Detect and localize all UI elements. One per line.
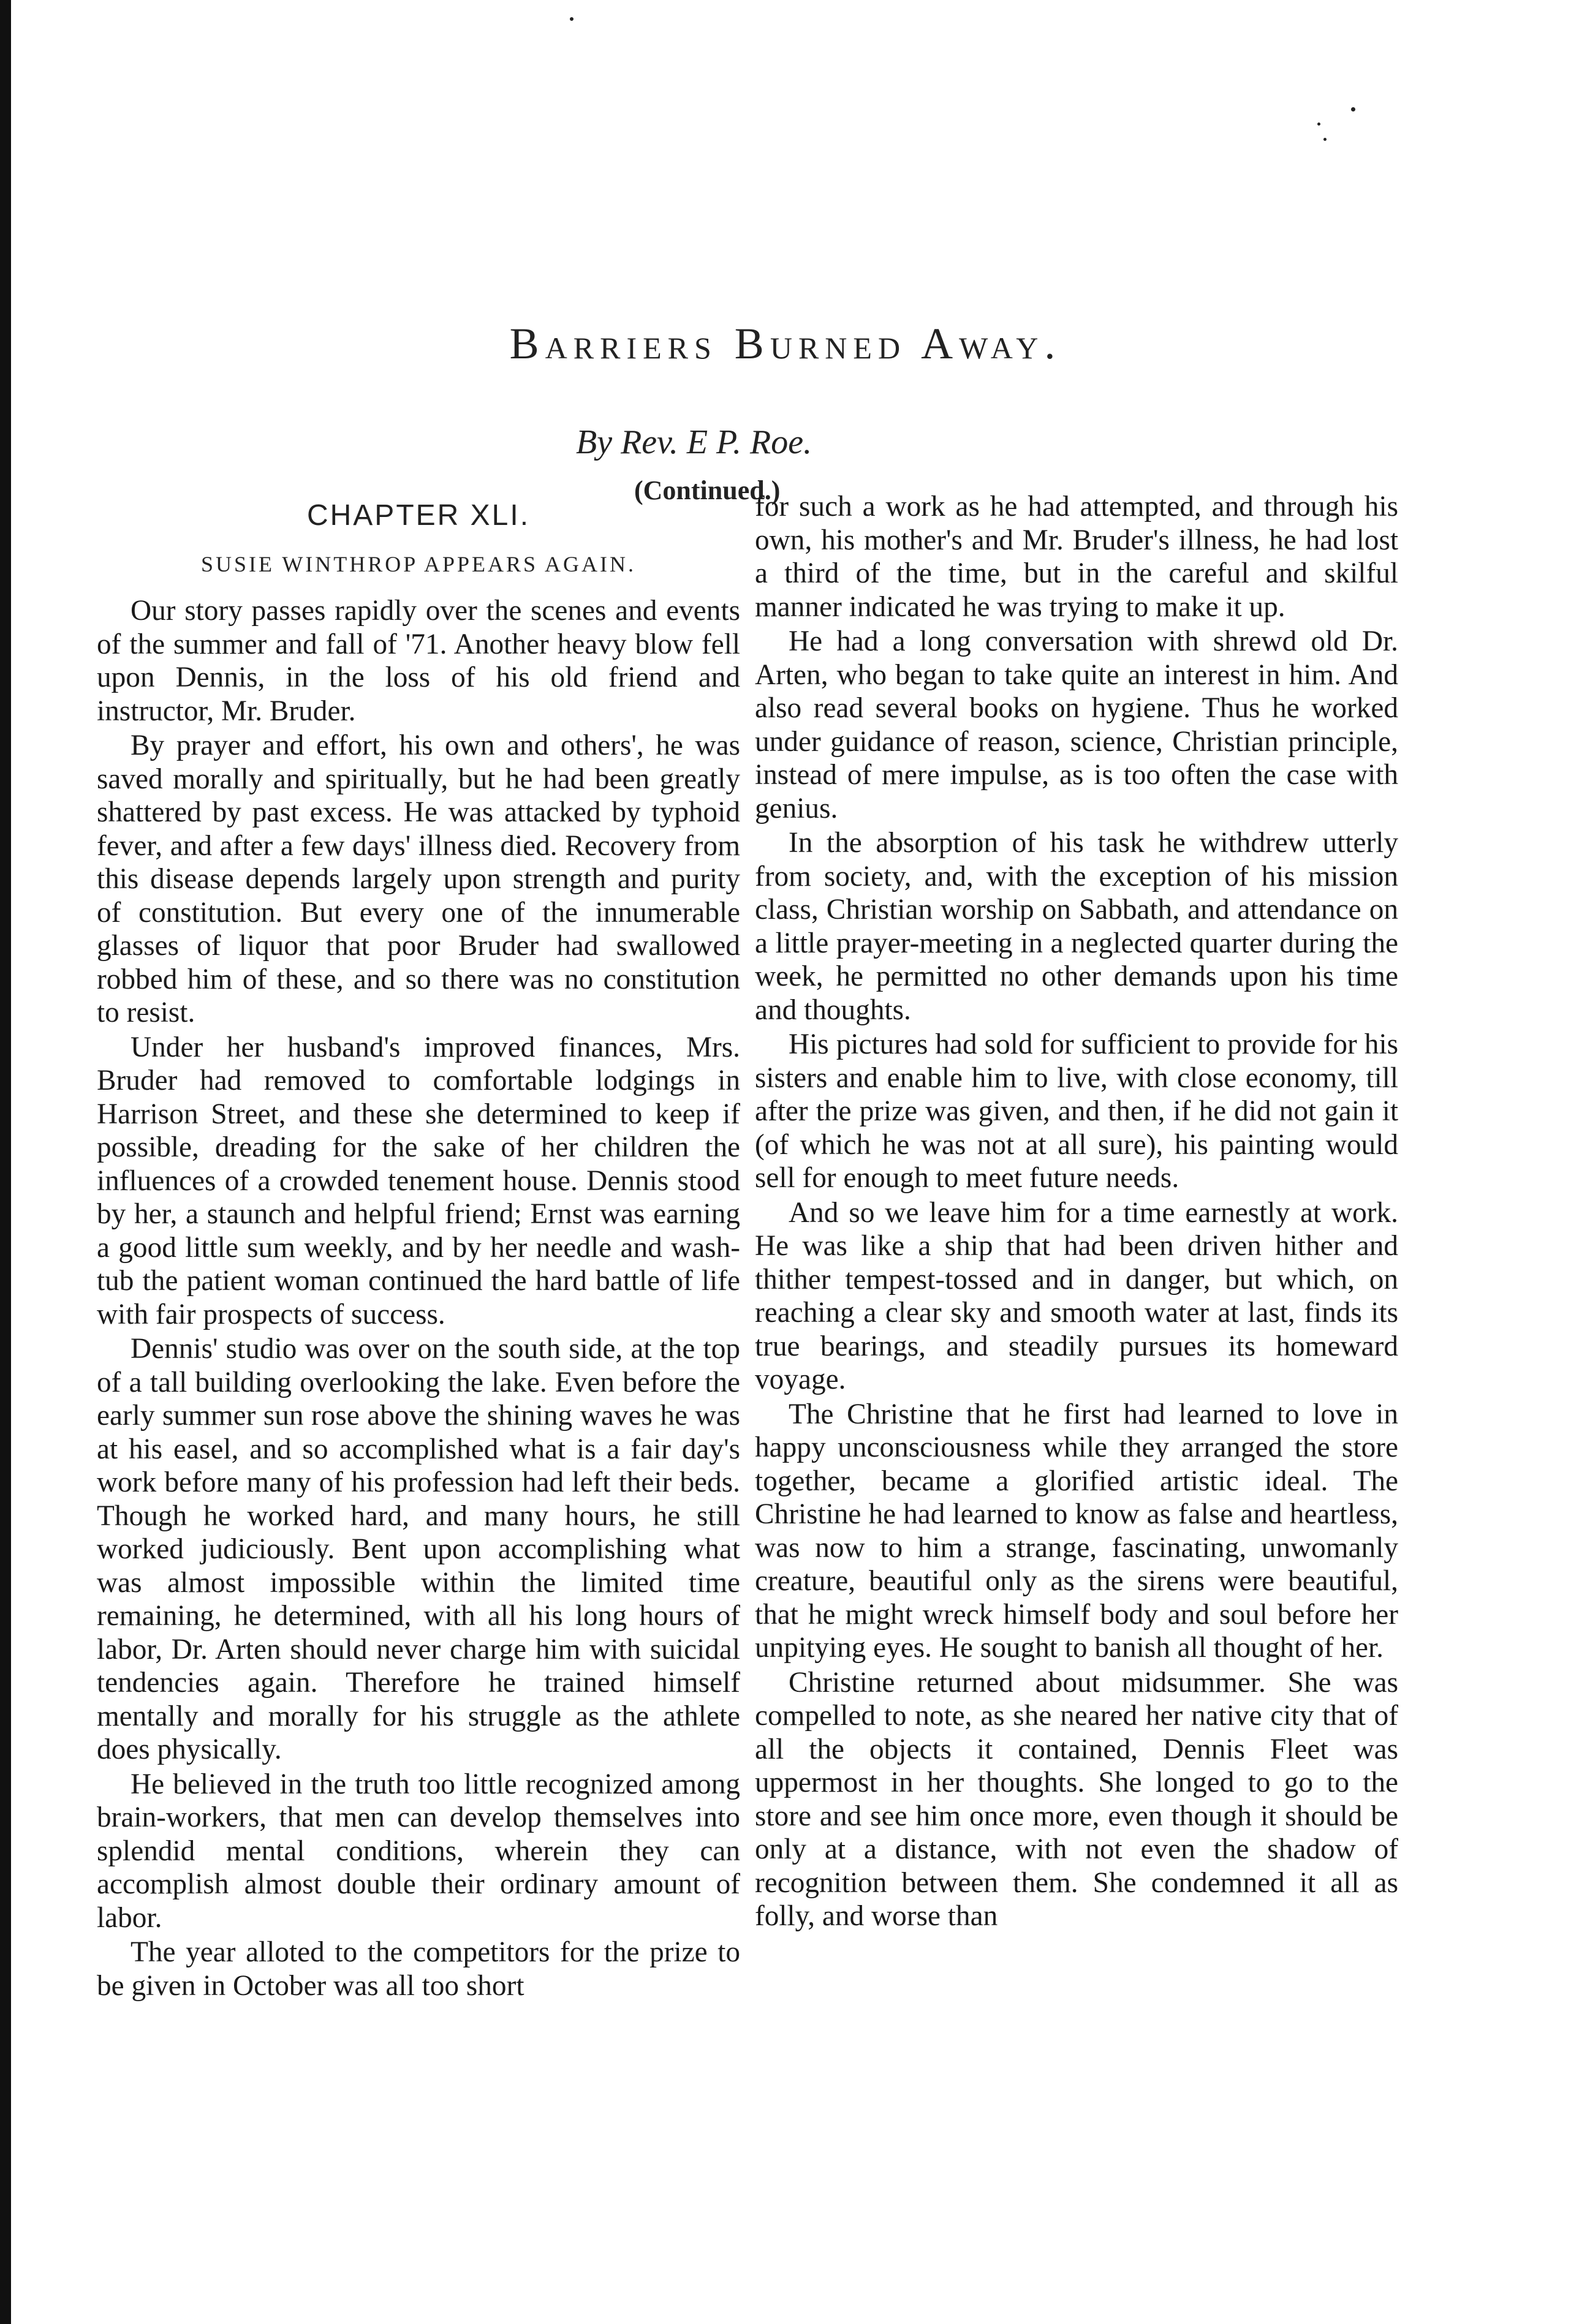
paragraph: The year alloted to the competitors for the prize to be given in October was all too short [97, 1936, 740, 2002]
right-column [755, 490, 1398, 1933]
paragraph: The Christine that he first had learned to love in happy unconsciousness while they arranged the store together, became a glorified artistic ideal. The Christine he had learned to know as false and heartless, was now to him a strange, fascinating, unwomanly creature, beautiful only as the sirens were beautiful, that he might wreck himself body and soul before her unpitying eyes. He sought to banish all thought of her. [755, 1398, 1398, 1664]
author-byline: By Rev. E P. Roe. [576, 423, 812, 461]
print-speck [570, 17, 574, 21]
paragraph: He believed in the truth too little recognized among brain-workers, that men can develop themselves into splendid mental conditions, wherein they can accomplish almost double their ordinary amount of labor. [97, 1768, 740, 1934]
print-speck [1351, 107, 1355, 111]
paragraph: Christine returned about midsummer. She was compelled to note, as she neared her native city that of all the objects it contained, Dennis Fleet was uppermost in her thoughts. She longed to go to the store and see him once more, even though it should be only at a distance, with not even the shadow of recognition between them. She condemned it all as folly, and worse than [755, 1666, 1398, 1932]
continued-note: (Continued.) [634, 475, 781, 505]
paragraph: By prayer and effort, his own and others', he was saved morally and spiritually, but he had been greatly shattered by past excess. He was attacked by typhoid fever, and after a few days' illness died. Recovery from this disease depends largely upon strength and purity of constitution. But every one of the innumerable glasses of liquor that poor Bruder had swallowed robbed him of these, and so there was no constitution to resist. [97, 730, 740, 1028]
chapter-title: CHAPTER XLI. [306, 499, 531, 532]
paragraph: Dennis' studio was over on the south side, at the top of a tall building overlooking the lake. Even before the early summer sun rose above the shining waves he was at his easel, and so accomplished what is a fair day's work before many of his profession had left their beds. Though he worked hard, and many hours, he still worked judiciously. Bent upon accomplishing what was almost impossible within the limited time remaining, he determined, with all his long hours of labor, Dr. Arten should never charge him with suicidal tendencies again. Therefore he trained himself mentally and morally for his struggle as the athlete does physically. [97, 1333, 740, 1765]
print-speck [1323, 138, 1327, 141]
paragraph: Our story passes rapidly over the scenes and events of the summer and fall of '71. Another heavy blow fell upon Dennis, in the loss of his old friend and instructor, Mr. Bruder. [97, 595, 740, 727]
left-column [97, 493, 740, 2002]
paragraph: Under her husband's improved finances, Mrs. Bruder had removed to comfortable lodgings in Harrison Street, and these she determined to keep if possible, dreading for the sake of her children the influences of a crowded tenement house. Dennis stood by her, a staunch and helpful friend; Ernst was earning a good little sum weekly, and by her needle and wash-tub the patient woman continued the hard battle of life with fair prospects of success. [97, 1031, 740, 1330]
paragraph: In the absorption of his task he withdrew utterly from society, and, with the exception of his mission class, Christian worship on Sabbath, and attendance on a little prayer-meeting in a neglected quarter during the week, he permitted no other demands upon his time and thoughts. [755, 827, 1398, 1026]
paragraph: His pictures had sold for sufficient to provide for his sisters and enable him to live, with close economy, till after the prize was given, and then, if he did not gain it (of which he was not at all sure), his painting would sell for enough to meet future needs. [755, 1028, 1398, 1194]
article-title: Barriers Burned Away. [509, 319, 1062, 368]
paragraph: for such a work as he had attempted, and through his own, his mother's and Mr. Bruder's illness, he had lost a third of the time, but in the careful and skilful manner indicated he was trying to make it up. [755, 491, 1398, 623]
chapter-subtitle: SUSIE WINTHROP APPEARS AGAIN. [200, 551, 637, 576]
paragraph: He had a long conversation with shrewd old Dr. Arten, who began to take quite an interest in him. And also read several books on hygiene. Thus he worked under guidance of reason, science, Christian principle, instead of mere impulse, as is too often the case with genius. [755, 625, 1398, 824]
print-speck [1317, 123, 1320, 126]
paragraph: And so we leave him for a time earnestly at work. He was like a ship that had been driven hither and thither tempest-tossed and in danger, but which, on reaching a clear sky and smooth water at last, finds its true bearings, and steadily pursues its homeward voyage. [755, 1196, 1398, 1395]
